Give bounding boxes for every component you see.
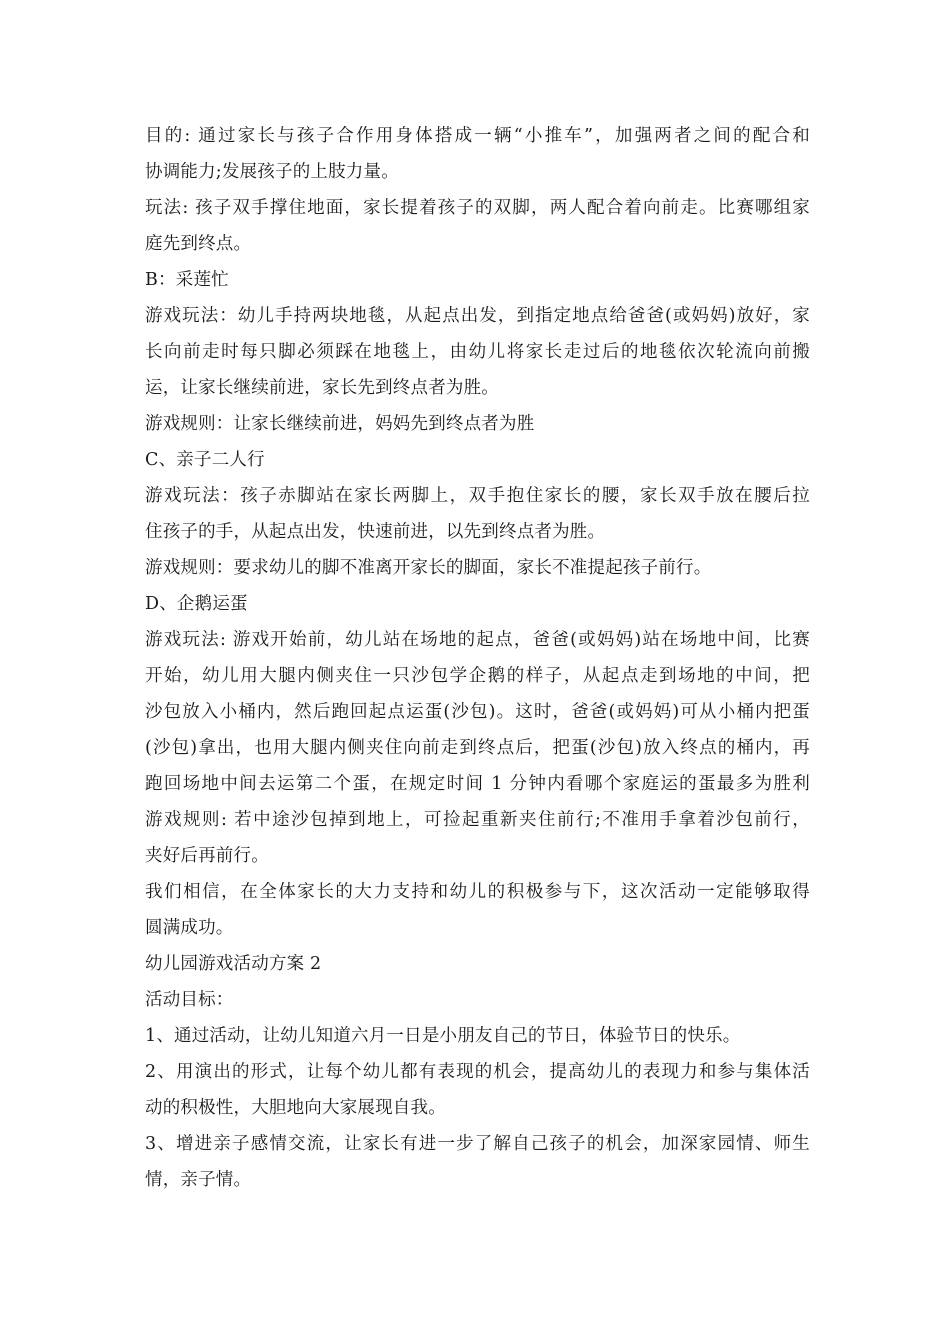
text-line: 跑回场地中间去运第二个蛋，在规定时间 1 分钟内看哪个家庭运的蛋最多为胜利 xyxy=(145,774,810,794)
text-line: 玩法: 孩子双手撑住地面，家长提着孩子的双脚，两人配合着向前走。比赛哪组家 xyxy=(145,198,810,218)
text-line: 活动目标： xyxy=(145,990,234,1010)
list-item: 2、用演出的形式，让每个幼儿都有表现的机会，提高幼儿的表现力和参与集体活 xyxy=(145,1062,810,1082)
text-line: 运，让家长继续前进，家长先到终点者为胜。 xyxy=(145,378,499,398)
list-item: 3、增进亲子感情交流，让家长有进一步了解自己孩子的机会，加深家园情、师生 xyxy=(145,1134,810,1154)
text-line: 目的: 通过家长与孩子合作用身体搭成一辆“小推车”，加强两者之间的配合和 xyxy=(145,126,810,146)
text-line: 游戏玩法：孩子赤脚站在家长两脚上，双手抱住家长的腰，家长双手放在腰后拉 xyxy=(145,486,810,506)
text-line: 游戏规则：要求幼儿的脚不准离开家长的脚面，家长不准提起孩子前行。 xyxy=(145,558,712,578)
section-heading: D、企鹅运蛋 xyxy=(145,594,248,614)
text-line: 长向前走时每只脚必须踩在地毯上，由幼儿将家长走过后的地毯依次轮流向前搬 xyxy=(145,342,810,362)
text-line: 夹好后再前行。 xyxy=(145,846,269,866)
text-line: 游戏玩法：幼儿手持两块地毯，从起点出发，到指定地点给爸爸(或妈妈)放好，家 xyxy=(145,306,810,326)
list-item: 1、通过活动，让幼儿知道六月一日是小朋友自己的节日，体验节日的快乐。 xyxy=(145,1026,741,1046)
text-line: 协调能力;发展孩子的上肢力量。 xyxy=(145,162,399,182)
text-line: 开始，幼儿用大腿内侧夹住一只沙包学企鹅的样子，从起点走到场地的中间，把 xyxy=(145,666,810,686)
text-line: 沙包放入小桶内，然后跑回起点运蛋(沙包)。这时，爸爸(或妈妈)可从小桶内把蛋 xyxy=(145,702,810,722)
text-line: 游戏玩法: 游戏开始前，幼儿站在场地的起点，爸爸(或妈妈)站在场地中间，比赛 xyxy=(145,630,810,650)
text-line: 游戏规则：让家长继续前进，妈妈先到终点者为胜 xyxy=(145,414,535,434)
section-heading: B：采莲忙 xyxy=(145,270,229,290)
document-body xyxy=(145,118,810,1198)
text-line: 庭先到终点。 xyxy=(145,234,252,254)
text-line: 我们相信，在全体家长的大力支持和幼儿的积极参与下，这次活动一定能够取得 xyxy=(145,882,810,902)
section-heading: 幼儿园游戏活动方案 2 xyxy=(145,954,322,974)
text-line: 住孩子的手，从起点出发，快速前进，以先到终点者为胜。 xyxy=(145,522,606,542)
text-line: 情，亲子情。 xyxy=(145,1170,252,1190)
text-line: 圆满成功。 xyxy=(145,918,234,938)
text-line: (沙包)拿出，也用大腿内侧夹住向前走到终点后，把蛋(沙包)放入终点的桶内，再 xyxy=(145,738,810,758)
text-line: 游戏规则: 若中途沙包掉到地上，可捡起重新夹住前行;不准用手拿着沙包前行， xyxy=(145,810,810,830)
text-line: 动的积极性，大胆地向大家展现自我。 xyxy=(145,1098,446,1118)
section-heading: C、亲子二人行 xyxy=(145,450,265,470)
